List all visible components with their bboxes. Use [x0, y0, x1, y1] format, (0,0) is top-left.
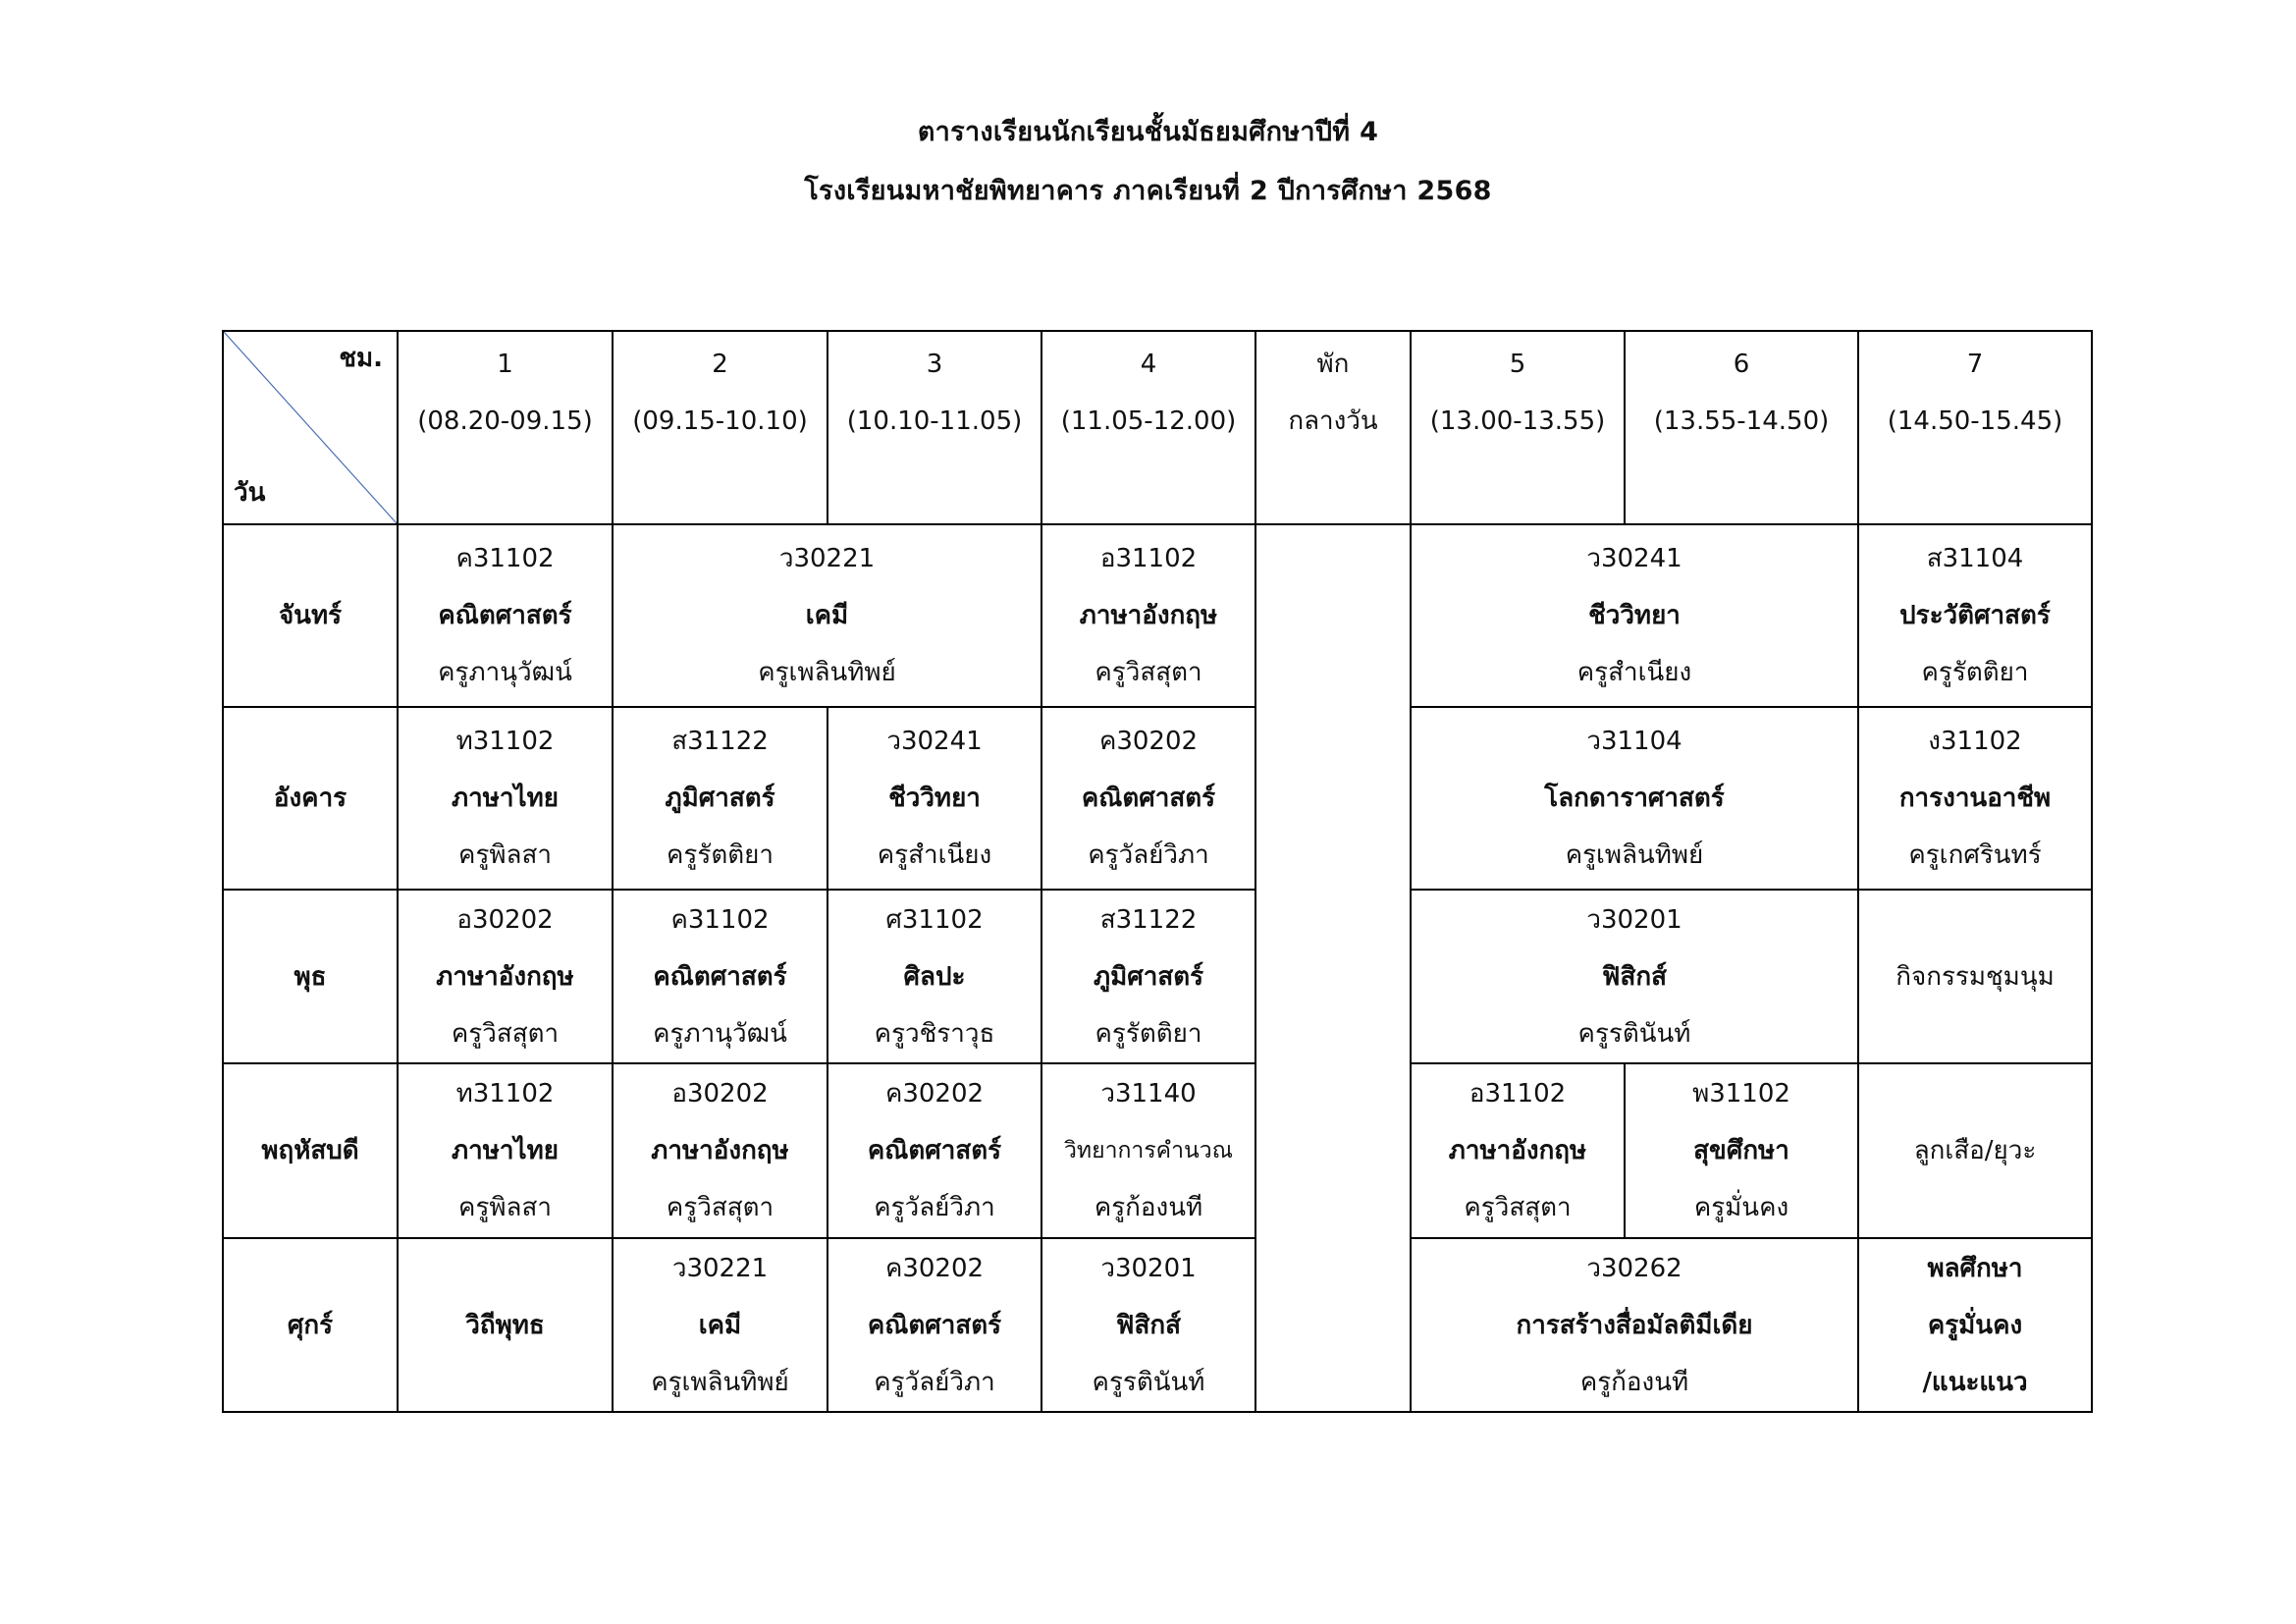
subject-name: คณิตศาสตร์: [653, 961, 787, 992]
class-cell: [1041, 707, 1255, 890]
activity-cell: [1858, 1063, 2092, 1238]
timetable: [222, 330, 2093, 1413]
activity-cell: [398, 1238, 613, 1412]
day-label: พุธ: [223, 890, 398, 1063]
day-row: [223, 890, 2092, 1063]
activity-cell: [1858, 890, 2092, 1063]
course-code: ส31122: [671, 727, 769, 756]
subject-name: เคมี: [805, 601, 849, 630]
class-cell: [398, 707, 613, 890]
teacher-name: ครูวัลย์วิภา: [874, 1193, 995, 1222]
class-cell: [613, 1238, 828, 1412]
course-code: ว30221: [671, 1253, 769, 1283]
class-cell: [398, 890, 613, 1063]
teacher-name: ครูรัตติยา: [1095, 1018, 1202, 1049]
teacher-name: ครูรตินันท์: [1577, 1018, 1691, 1049]
teacher-name: ครูรัตติยา: [667, 840, 774, 870]
teacher-name: ครูวิสสุตา: [1095, 658, 1202, 687]
course-code: ส31122: [1099, 904, 1198, 935]
subject-name: คณิตศาสตร์: [867, 1136, 1002, 1165]
class-cell: [828, 890, 1041, 1063]
period-number: 3: [926, 350, 943, 379]
period-number: 4: [1140, 350, 1157, 379]
teacher-name: ครูรตินันท์: [1092, 1367, 1205, 1397]
subject-name: เคมี: [698, 1310, 742, 1340]
period-number: 5: [1509, 350, 1526, 379]
period-header: [1041, 331, 1255, 524]
course-code: ว30241: [886, 727, 983, 756]
course-code: ท31102: [455, 727, 555, 756]
subject-name: วิทยาการคำนวณ: [1064, 1138, 1233, 1164]
corner-cell: [223, 331, 398, 524]
course-code: อ31102: [1468, 1079, 1567, 1109]
day-label: พฤหัสบดี: [223, 1063, 398, 1238]
activity-cell: [1858, 1238, 2092, 1412]
teacher-name: ครูภานุวัฒน์: [438, 658, 572, 687]
teacher-name: ครูภานุวัฒน์: [653, 1018, 787, 1049]
period-number: 6: [1733, 350, 1750, 379]
course-code: อ30202: [671, 1079, 769, 1109]
period-time: (13.00-13.55): [1429, 406, 1606, 436]
teacher-name: ครูวัลย์วิภา: [874, 1367, 995, 1397]
subject-name: ภาษาอังกฤษ: [1448, 1136, 1587, 1165]
day-row: [223, 1063, 2092, 1238]
subject-name: การสร้างสื่อมัลติมีเดีย: [1516, 1310, 1753, 1340]
header-row: [223, 331, 2092, 524]
teacher-name: ครูเกศรินทร์: [1908, 840, 2042, 870]
course-code: ส31104: [1926, 544, 2024, 573]
class-cell: [1041, 890, 1255, 1063]
activity-name: ลูกเสือ/ยุวะ: [1913, 1136, 2037, 1165]
subject-name: คณิตศาสตร์: [1081, 784, 1216, 813]
subject-name: ฟิสิกส์: [1116, 1310, 1181, 1340]
day-label: อังคาร: [223, 707, 398, 890]
subject-name: ชีววิทยา: [1588, 601, 1681, 630]
course-code: ว31104: [1586, 727, 1682, 756]
class-cell: [613, 1063, 828, 1238]
period-number: 7: [1966, 350, 1984, 379]
period-header: [1625, 331, 1858, 524]
period-number: 1: [497, 350, 513, 379]
teacher-name: ครูวิสสุตา: [451, 1018, 560, 1049]
activity-name: วิถีพุทธ: [465, 1310, 545, 1340]
class-cell: [613, 707, 828, 890]
period-header: [828, 331, 1041, 524]
teacher-name: ครูเพลินทิพย์: [1565, 840, 1704, 870]
corner-period-label: ชม.: [339, 344, 383, 373]
period-number: 2: [712, 350, 728, 379]
teacher-name: ครูวิสสุตา: [666, 1193, 774, 1222]
class-cell: [1041, 1238, 1255, 1412]
class-cell: [828, 1063, 1041, 1238]
teacher-name: ครูวชิราวุธ: [874, 1018, 995, 1049]
course-code: อ31102: [1099, 544, 1198, 573]
course-code: ง31102: [1928, 727, 2022, 756]
class-cell: [398, 524, 613, 707]
class-cell: [828, 1238, 1041, 1412]
teacher-name: ครูวัลย์วิภา: [1088, 840, 1209, 870]
period-header: [1411, 331, 1625, 524]
teacher-name: ครูก้องนที: [1094, 1193, 1203, 1222]
teacher-name: ครูก้องนที: [1579, 1367, 1689, 1397]
course-code: ค30202: [884, 1079, 985, 1109]
break-label: กลางวัน: [1288, 406, 1378, 436]
day-row: [223, 707, 2092, 890]
course-code: ว31140: [1100, 1079, 1197, 1109]
teacher-name: ครูพิลสา: [458, 840, 552, 870]
day-row: [223, 1238, 2092, 1412]
class-cell: [1041, 1063, 1255, 1238]
course-code: ว30201: [1586, 904, 1682, 935]
subject-name: ภูมิศาสตร์: [665, 784, 775, 813]
course-code: ค30202: [1098, 727, 1199, 756]
class-cell: [613, 890, 828, 1063]
lunch-break-header: [1255, 331, 1411, 524]
course-code: ว30221: [778, 544, 876, 573]
period-header: [613, 331, 828, 524]
teacher-name: ครูสำเนียง: [877, 840, 992, 870]
course-code: ศ31102: [885, 904, 984, 935]
activity-line: ครูมั่นคง: [1927, 1310, 2023, 1340]
class-cell: [1858, 707, 2092, 890]
subject-name: คณิตศาสตร์: [867, 1310, 1002, 1340]
break-label: พัก: [1316, 350, 1350, 379]
subject-name: โลกดาราศาสตร์: [1544, 784, 1725, 813]
activity-line: พลศึกษา: [1927, 1253, 2023, 1283]
course-code: ว30262: [1586, 1253, 1682, 1283]
course-code: ท31102: [455, 1079, 555, 1109]
subject-name: ศิลปะ: [903, 961, 966, 992]
teacher-name: ครูเพลินทิพย์: [651, 1367, 789, 1397]
course-code: ค31102: [670, 904, 770, 935]
day-label: ศุกร์: [223, 1238, 398, 1412]
teacher-name: ครูมั่นคง: [1693, 1193, 1789, 1222]
class-cell: [828, 707, 1041, 890]
subject-name: ภาษาอังกฤษ: [651, 1136, 789, 1165]
class-cell: [613, 524, 1041, 707]
class-cell: [1858, 524, 2092, 707]
teacher-name: ครูพิลสา: [458, 1193, 552, 1222]
course-code: ว30201: [1100, 1253, 1197, 1283]
activity-name: กิจกรรมชุมนุม: [1896, 961, 2055, 992]
course-code: อ30202: [456, 904, 554, 935]
subject-name: ภาษาอังกฤษ: [1079, 601, 1218, 630]
subject-name: คณิตศาสตร์: [438, 601, 572, 630]
period-time: (11.05-12.00): [1060, 406, 1237, 436]
subject-name: ฟิสิกส์: [1602, 961, 1667, 992]
period-header: [1858, 331, 2092, 524]
subject-name: ภูมิศาสตร์: [1093, 961, 1204, 992]
subject-name: ชีววิทยา: [888, 784, 981, 813]
period-time: (10.10-11.05): [846, 406, 1023, 436]
class-cell: [1041, 524, 1255, 707]
class-cell: [1411, 707, 1858, 890]
teacher-name: ครูสำเนียง: [1576, 658, 1692, 687]
subject-name: ภาษาไทย: [452, 1136, 559, 1165]
lunch-break-column: [1255, 524, 1411, 1412]
teacher-name: ครูรัตติยา: [1921, 658, 2029, 687]
class-cell: [1411, 524, 1858, 707]
document-subtitle: โรงเรียนมหาชัยพิทยาคาร ภาคเรียนที่ 2 ปีการศึกษา 2568: [804, 176, 1492, 206]
subject-name: ประวัติศาสตร์: [1899, 601, 2051, 630]
corner-day-label: วัน: [234, 478, 266, 508]
subject-name: สุขศึกษา: [1693, 1136, 1789, 1165]
period-time: (13.55-14.50): [1653, 406, 1830, 436]
document-title: ตารางเรียนนักเรียนชั้นมัธยมศึกษาปีที่ 4: [917, 117, 1379, 147]
class-cell: [398, 1063, 613, 1238]
subject-name: ภาษาไทย: [452, 784, 559, 813]
class-cell: [1411, 1238, 1858, 1412]
day-row: [223, 524, 2092, 707]
period-time: (09.15-10.10): [632, 406, 808, 436]
class-cell: [1411, 890, 1858, 1063]
subject-name: การงานอาชีพ: [1898, 784, 2052, 813]
course-code: ว30241: [1586, 544, 1682, 573]
class-cell: [1625, 1063, 1858, 1238]
period-time: (08.20-09.15): [417, 406, 593, 436]
period-time: (14.50-15.45): [1887, 406, 2063, 436]
day-label: จันทร์: [223, 524, 398, 707]
period-header: [398, 331, 613, 524]
course-code: พ31102: [1692, 1079, 1790, 1109]
teacher-name: ครูวิสสุตา: [1464, 1193, 1572, 1222]
course-code: ค31102: [455, 544, 555, 573]
activity-line: /แนะแนว: [1922, 1367, 2028, 1397]
class-cell: [1411, 1063, 1625, 1238]
teacher-name: ครูเพลินทิพย์: [758, 658, 896, 687]
course-code: ค30202: [884, 1253, 985, 1283]
subject-name: ภาษาอังกฤษ: [436, 961, 574, 992]
